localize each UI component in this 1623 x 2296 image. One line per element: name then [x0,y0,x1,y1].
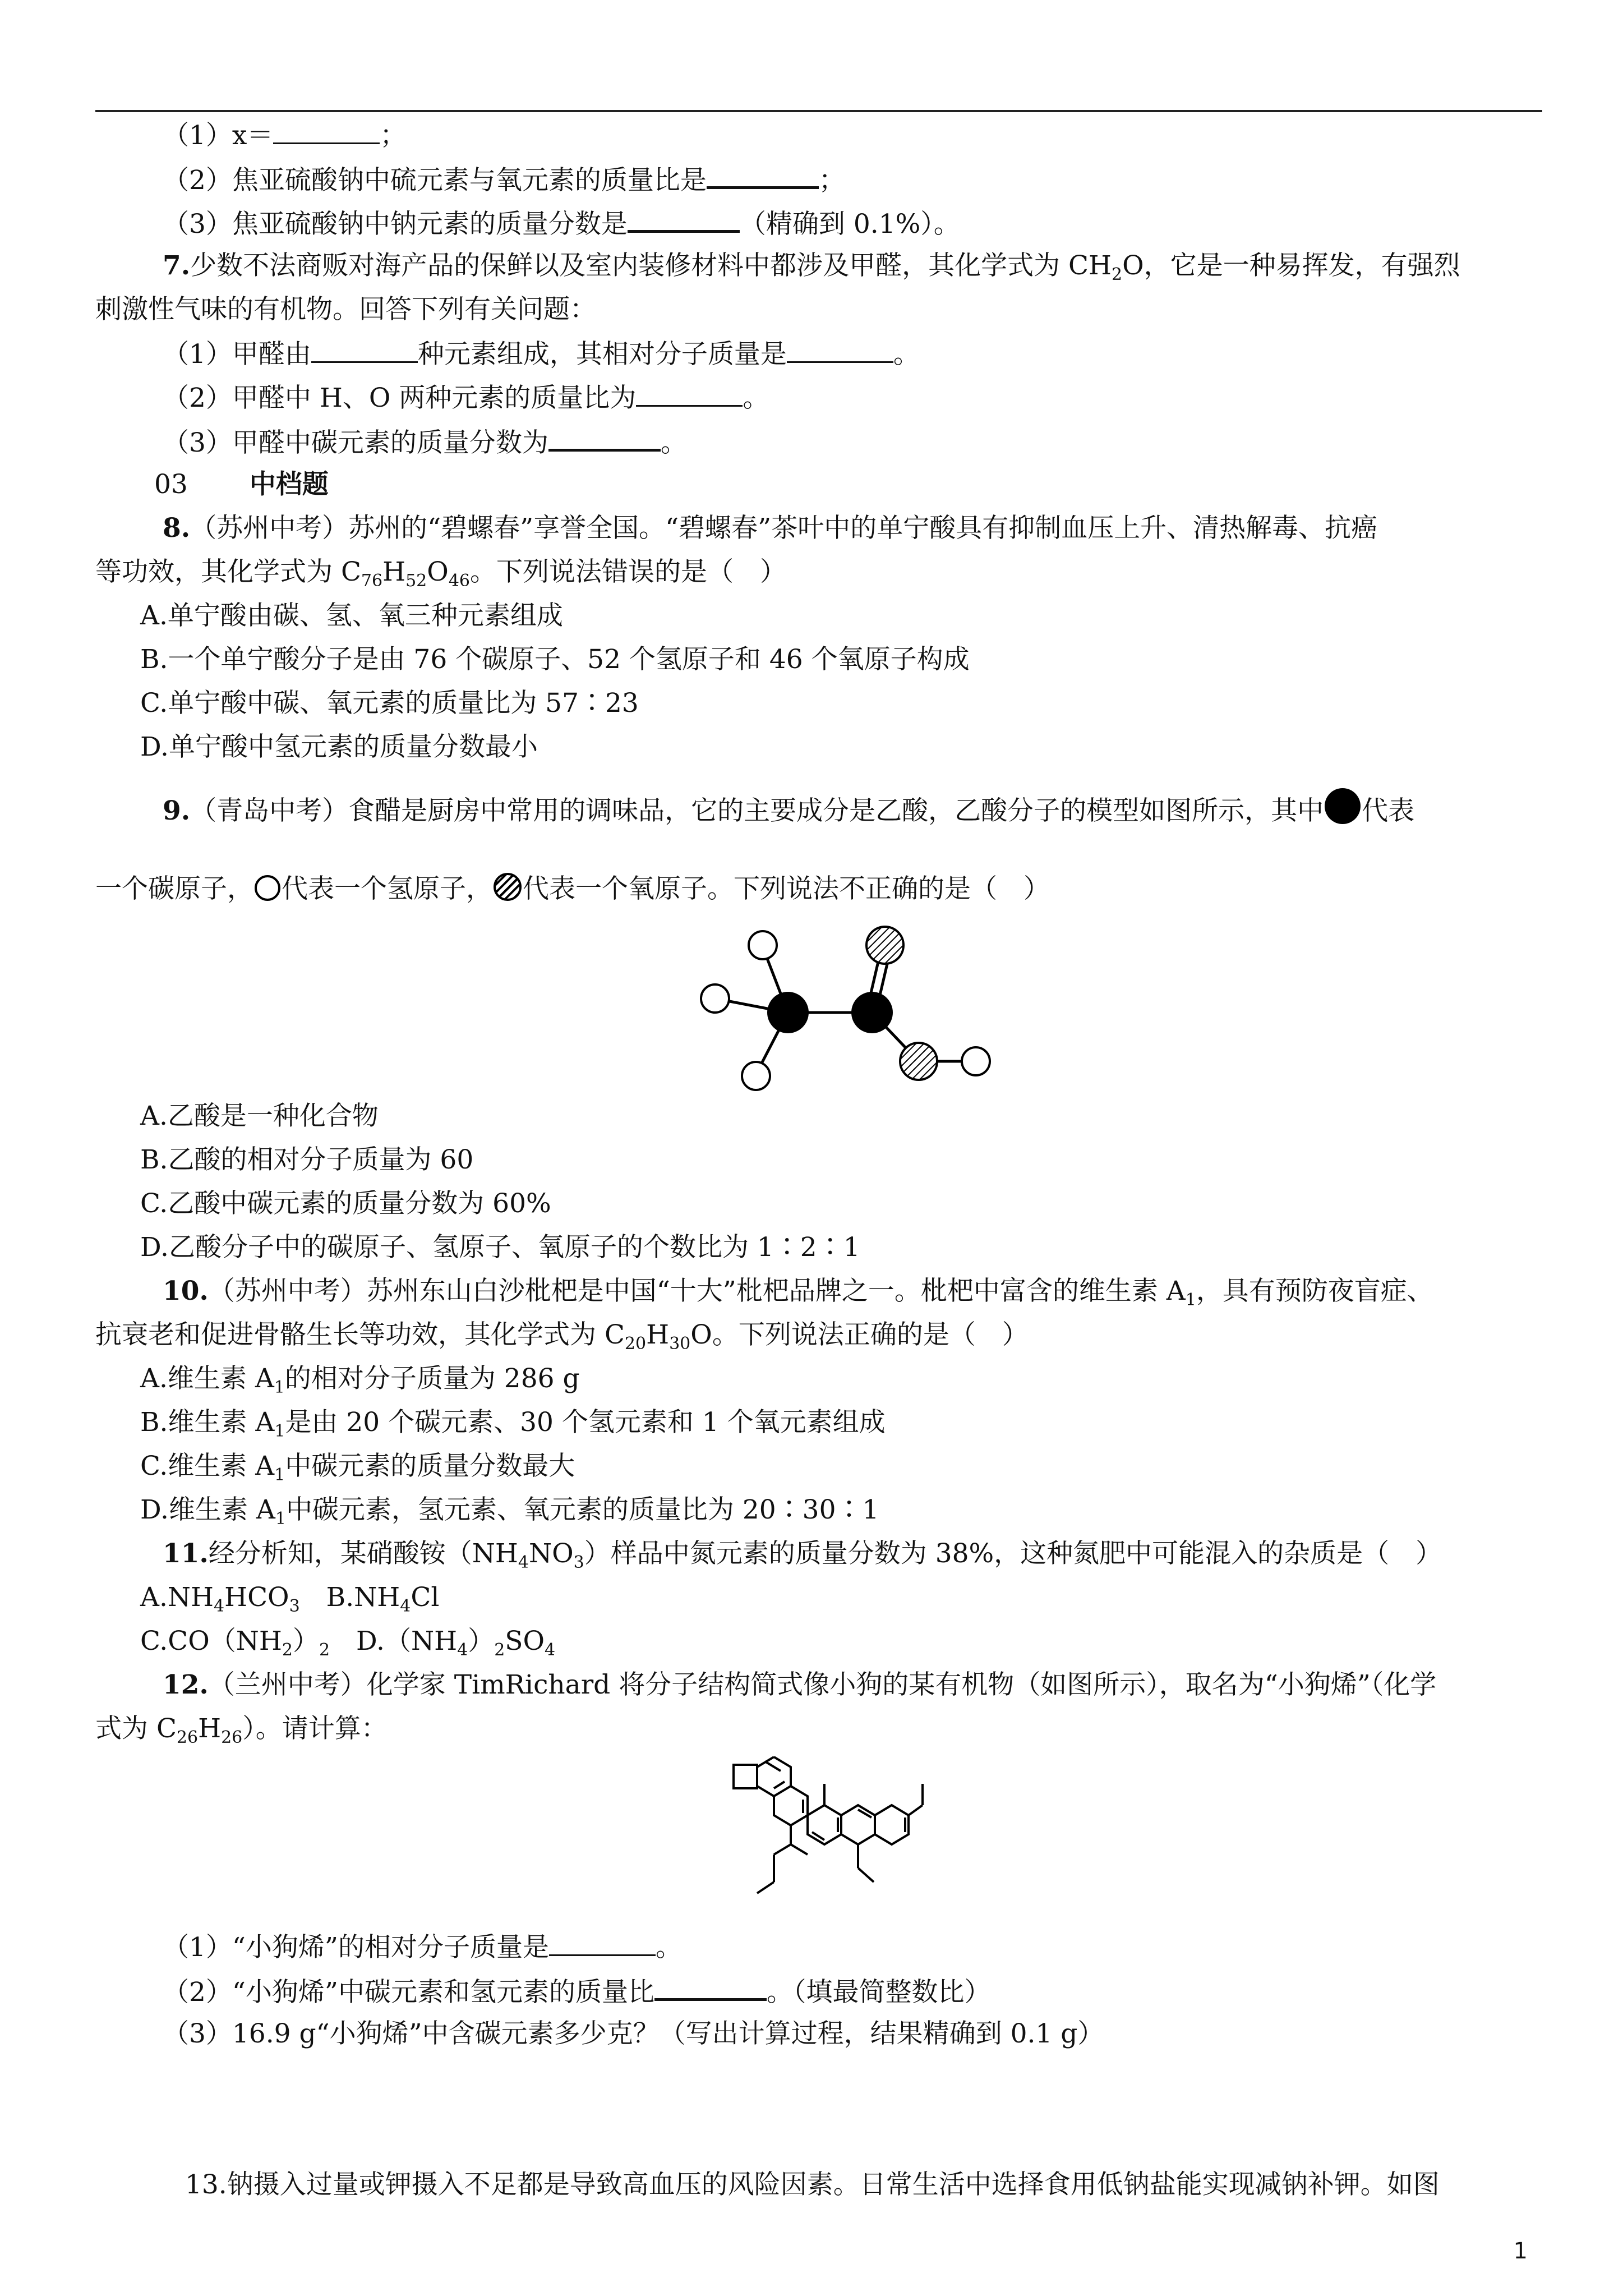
q8-stem-cont: 等功效，其化学式为 $C_{76}H_{52}O_{46}$。下列说法错误的是（ ） [95,556,787,591]
section-heading: 03 中档题 [154,469,329,500]
q9-option-c: C.乙酸中碳元素的质量分数为 60% [140,1188,551,1219]
answer-blank[interactable] [707,162,819,189]
page-number: 1 [1513,2238,1528,2264]
q12-stem: 12.（兰州中考）化学家 TimRichard 将分子结构简式像小狗的某有机物（如图所示），取名为“小狗烯”（化学 [163,1669,1437,1700]
answer-blank[interactable] [787,337,893,363]
answer-blank[interactable] [628,205,740,233]
acetic-acid-model [690,920,1004,1099]
q10-option-b: B.维生素 $A_1$是由 20 个碳元素、30 个氢元素和 1 个氧元素组成 [140,1407,886,1441]
q6-part2: （2）焦亚硫酸钠中硫元素与氧元素的质量比是 ； [163,162,845,197]
hydrogen-atom [701,984,729,1013]
q12-part2: （2）“小狗烯”中碳元素和氢元素的质量比 。（填最简整数比） [163,1973,990,2009]
hydrogen-atom [749,931,777,959]
q9-option-a: A.乙酸是一种化合物 [140,1101,379,1131]
q12-stem-cont: 式为 $C_{26}H_{26}$）。请计算： [95,1713,388,1747]
q13-stem: 13.钠摄入过量或钾摄入不足都是导致高血压的风险因素。日常生活中选择食用低钠盐能实现减钠补钾。如图 [185,2169,1440,2200]
q6-part1: （1）x＝ ； [163,118,406,153]
q12-part3: （3）16.9 g“小狗烯”中含碳元素多少克？（写出计算过程，结果精确到 0.1 g） [163,2018,1104,2049]
q11-options-cd: $C.CO(NH_2)_2$ $D.(NH_4)_2SO_4$ [140,1626,556,1660]
answer-blank[interactable] [636,380,743,407]
q9-option-d: D.乙酸分子中的碳原子、氢原子、氧原子的个数比为 1∶2∶1 [140,1232,860,1263]
q7-part2: （2）甲醛中 H、O 两种元素的质量比为 。 [163,380,769,415]
q10-option-a: A.维生素 $A_1$的相对分子质量为 286 g [140,1363,580,1397]
answer-blank[interactable] [273,118,380,144]
carbon-atom [851,992,893,1033]
answer-blank[interactable] [311,337,418,363]
q8-stem: 8.（苏州中考）苏州的“碧螺春”享誉全国。“碧螺春”茶叶中的单宁酸具有抑制血压上升、清热解毒、抗癌 [163,513,1378,544]
oxygen-atom [866,927,903,964]
q9-option-b: B.乙酸的相对分子质量为 60 [140,1144,474,1175]
q6-part3: （3）焦亚硫酸钠中钠元素的质量分数是 （精确到 0.1%）。 [163,205,960,241]
q11-stem: 11.经分析知，某硝酸铵$(NH_4NO_3)$样品中氮元素的质量分数为 38%，这种氮肥中可能混入的杂质是（ ） [163,1538,1442,1572]
q12-part1: （1）“小狗烯”的相对分子质量是 。 [163,1930,682,1964]
answer-blank[interactable] [549,1930,656,1956]
q8-option-d: D.单宁酸中氢元素的质量分数最小 [140,731,538,762]
carbon-atom-icon [1325,788,1361,824]
hydrogen-atom-icon [255,875,280,901]
q7-part1: （1）甲醛由 种元素组成，其相对分子质量是 。 [163,337,920,371]
q11-options-ab: $A.NH_4HCO_3$ $B.NH_4Cl$ [140,1582,440,1616]
oxygen-atom [900,1043,937,1080]
hydrogen-atom [742,1062,770,1090]
q8-option-c: C.单宁酸中碳、氧元素的质量比为 57∶23 [140,688,639,719]
q10-stem: 10.（苏州中考）苏州东山白沙枇杷是中国“十大”枇杷品牌之一。枇杷中富含的维生素 $A_1$，具有预防夜盲症、 [163,1276,1433,1310]
answer-blank[interactable] [548,424,661,452]
header-rule [95,110,1542,112]
q10-option-c: C.维生素 $A_1$中碳元素的质量分数最大 [140,1451,575,1485]
oxygen-atom-icon [494,873,522,901]
q10-stem-cont: 抗衰老和促进骨骼生长等功效，其化学式为 $C_{20}H_{30}O$。下列说法正确的是（ ） [95,1319,1029,1354]
doggycene-structure [729,1750,976,1913]
q7-stem-cont: 刺激性气味的有机物。回答下列有关问题： [95,294,596,325]
q7-part3: （3）甲醛中碳元素的质量分数为 。 [163,424,687,460]
carbon-atom [767,992,809,1033]
q7-stem: 7.少数不法商贩对海产品的保鲜以及室内装修材料中都涉及甲醛，其化学式为 $CH_2O$，它是一种易挥发，有强烈 [163,250,1460,284]
q9-stem: 9.（青岛中考）食醋是厨房中常用的调味品，它的主要成分是乙酸，乙酸分子的模型如图所示，其中 代表 [163,788,1414,828]
q9-stem-cont: 一个碳原子， 代表一个氢原子， 代表一个氧原子。下列说法不正确的是（ ） [95,873,1050,904]
q8-option-a: A.单宁酸由碳、氢、氧三种元素组成 [140,600,563,631]
answer-blank[interactable] [654,1973,767,2001]
q8-option-b: B.一个单宁酸分子是由 76 个碳原子、52 个氢原子和 46 个氧原子构成 [140,644,970,675]
hydrogen-atom [962,1047,990,1075]
q10-option-d: D.维生素 $A_1$中碳元素，氢元素、氧元素的质量比为 20∶30∶1 [140,1494,879,1529]
